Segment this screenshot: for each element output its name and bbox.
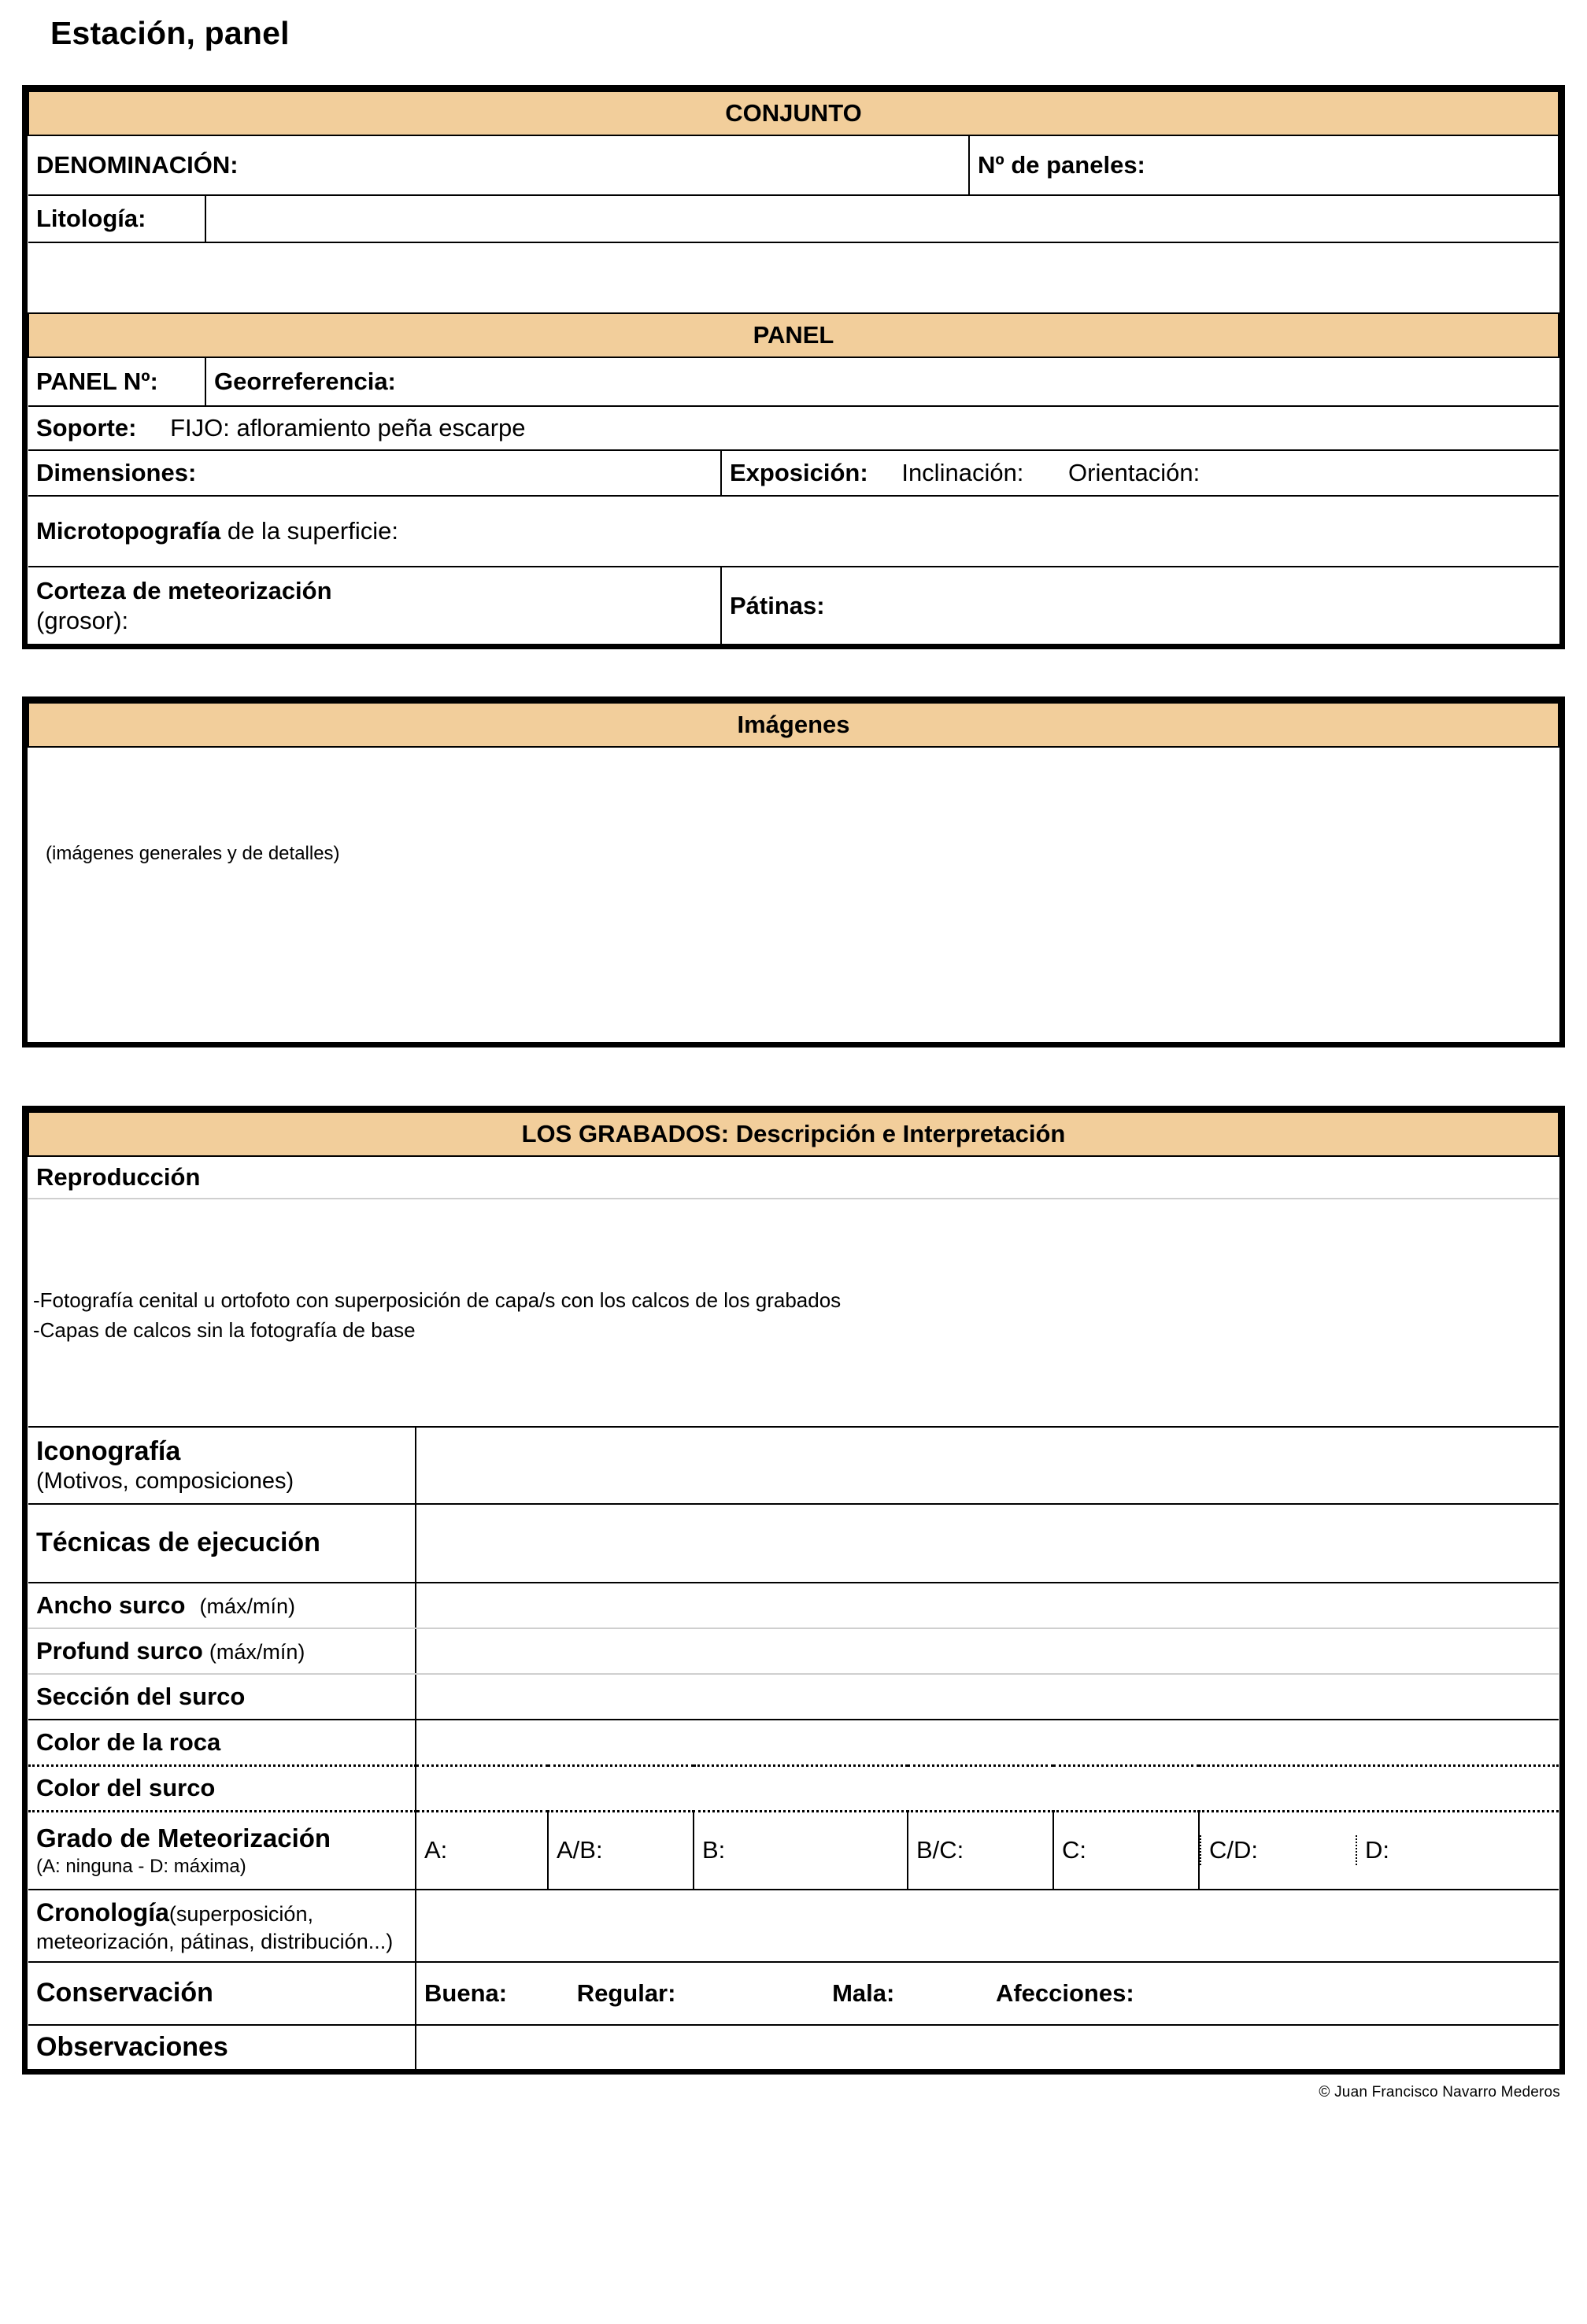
soporte-label: Soporte:: [36, 414, 137, 442]
profund-surco-label: Profund surco: [36, 1637, 203, 1665]
ancho-surco-label: Ancho surco: [36, 1591, 186, 1620]
grado-cell-c[interactable]: C:: [1053, 1811, 1199, 1890]
grado-cell-ab[interactable]: A/B:: [548, 1811, 694, 1890]
observaciones-value[interactable]: [416, 2025, 1559, 2069]
conservacion-option-regular[interactable]: Regular:: [576, 1979, 676, 2008]
cronologia-label-rest-1: (superposición,: [168, 1901, 313, 1926]
observaciones-label: Observaciones: [28, 2025, 416, 2069]
microtopografia-label-rest: de la superficie:: [220, 517, 398, 545]
tecnicas-label: Técnicas de ejecución: [28, 1504, 416, 1583]
grado-cell-b[interactable]: B:: [694, 1811, 908, 1890]
conservacion-option-buena[interactable]: Buena:: [424, 1979, 508, 2008]
grado-meteorizacion-row: [28, 1811, 1559, 1890]
color-roca-row: [28, 1720, 1559, 1765]
panel-num-row: [28, 357, 1559, 406]
seccion-surco-label: Sección del surco: [28, 1674, 416, 1720]
grado-label-rest: (A: ninguna - D: máxima): [36, 1855, 246, 1877]
color-roca-value[interactable]: [416, 1720, 1559, 1765]
conjunto-band-row: [28, 91, 1559, 135]
imagenes-table: [28, 702, 1559, 1042]
color-surco-value[interactable]: [416, 1765, 1559, 1811]
grado-cell-cd[interactable]: C/D:: [1200, 1835, 1356, 1865]
soporte-row: [28, 406, 1559, 450]
color-roca-label: Color de la roca: [28, 1720, 416, 1765]
conjunto-panel-block: [22, 85, 1565, 649]
grabados-band-row: [28, 1112, 1559, 1156]
conjunto-panel-table: [28, 91, 1559, 644]
litologia-row: [28, 195, 1559, 242]
profund-surco-label-rest: (máx/mín): [209, 1640, 305, 1664]
corteza-row: [28, 567, 1559, 644]
conservacion-option-mala[interactable]: Mala:: [832, 1979, 895, 2008]
grado-cell-a[interactable]: A:: [416, 1811, 548, 1890]
panel-band-row: [28, 313, 1559, 357]
grado-cell-cd-d: [1199, 1811, 1559, 1890]
ancho-surco-label-cell: [28, 1583, 416, 1628]
inclinacion-label[interactable]: Inclinación:: [901, 459, 1024, 487]
denominacion-row: [28, 135, 1559, 195]
patinas-label[interactable]: Pátinas:: [721, 567, 1559, 644]
iconografia-label-rest: (Motivos, composiciones): [36, 1469, 294, 1495]
corteza-label-rest: (grosor):: [36, 606, 129, 634]
denominacion-label: DENOMINACIÓN:: [28, 135, 969, 195]
iconografia-label: Iconografía: [36, 1435, 181, 1466]
orientacion-label[interactable]: Orientación:: [1068, 459, 1200, 487]
grabados-table: [28, 1111, 1559, 2069]
microtopografia-label: Microtopografía: [36, 517, 221, 545]
reproduccion-label: Reproducción: [28, 1156, 1559, 1199]
microtopografia-cell[interactable]: [28, 496, 1559, 567]
reproduccion-line-1: -Fotografía cenital u ortofoto con superposición de capa/s con los calcos de los grabados: [33, 1288, 842, 1312]
iconografia-value[interactable]: [416, 1427, 1559, 1504]
imagenes-band-row: [28, 703, 1559, 747]
conservacion-options-cell: [416, 1962, 1559, 2025]
microtopografia-row: [28, 496, 1559, 567]
corteza-cell[interactable]: [28, 567, 721, 644]
ancho-surco-value[interactable]: [416, 1583, 1559, 1628]
cronologia-value[interactable]: [416, 1890, 1559, 1962]
litologia-value[interactable]: [205, 195, 1559, 242]
page-title: Estación, panel: [50, 15, 290, 51]
color-surco-label: Color del surco: [28, 1765, 416, 1811]
reproduccion-label-row: [28, 1156, 1559, 1199]
iconografia-row: [28, 1427, 1559, 1504]
cronologia-row: [28, 1890, 1559, 1962]
conjunto-notes-value[interactable]: [28, 242, 1559, 313]
tecnicas-value[interactable]: [416, 1504, 1559, 1583]
cronologia-label-rest-2: meteorización, pátinas, distribución...): [36, 1929, 394, 1953]
soporte-options[interactable]: FIJO: afloramiento peña escarpe: [170, 414, 526, 442]
seccion-surco-value[interactable]: [416, 1674, 1559, 1720]
reproduccion-line-2: -Capas de calcos sin la fotografía de base: [33, 1317, 416, 1342]
color-surco-row: [28, 1765, 1559, 1811]
grado-label: Grado de Meteorización: [36, 1823, 331, 1853]
imagenes-block: [22, 696, 1565, 1047]
band-imagenes: Imágenes: [28, 703, 1559, 747]
exposicion-label[interactable]: Exposición:: [730, 459, 868, 487]
observaciones-row: [28, 2025, 1559, 2069]
conservacion-row: [28, 1962, 1559, 2025]
copyright-notice: © Juan Francisco Navarro Mederos: [1319, 2084, 1560, 2100]
ancho-surco-label-rest: (máx/mín): [199, 1594, 295, 1619]
band-panel: PANEL: [28, 313, 1559, 357]
exposicion-group: [721, 450, 1559, 496]
conservacion-option-afecciones[interactable]: Afecciones:: [995, 1979, 1134, 2008]
soporte-cell: [28, 406, 1559, 450]
band-conjunto: CONJUNTO: [28, 91, 1559, 135]
block-gap-1: [22, 649, 1565, 696]
block-gap-2: [22, 1047, 1565, 1106]
cronologia-label-cell: [28, 1890, 416, 1962]
georreferencia-label[interactable]: Georreferencia:: [205, 357, 1559, 406]
num-paneles-label[interactable]: Nº de paneles:: [969, 135, 1559, 195]
profund-surco-row: [28, 1628, 1559, 1674]
grado-cell-d[interactable]: D:: [1356, 1835, 1559, 1865]
grado-cell-bc[interactable]: B/C:: [908, 1811, 1053, 1890]
grado-label-cell: [28, 1811, 416, 1890]
conservacion-label: Conservación: [28, 1962, 416, 2025]
reproduccion-dropzone[interactable]: [28, 1199, 1559, 1427]
panel-num-label[interactable]: PANEL Nº:: [28, 357, 205, 406]
dimensiones-label[interactable]: Dimensiones:: [28, 450, 721, 496]
imagenes-dropzone[interactable]: [28, 747, 1559, 1042]
corteza-label: Corteza de meteorización: [36, 576, 332, 604]
litologia-label: Litología:: [28, 195, 205, 242]
grabados-block: [22, 1106, 1565, 2075]
iconografia-label-cell: [28, 1427, 416, 1504]
imagenes-body-row: [28, 747, 1559, 1042]
conjunto-notes-row: [28, 242, 1559, 313]
tecnicas-row: [28, 1504, 1559, 1583]
reproduccion-body-row: [28, 1199, 1559, 1427]
band-grabados: LOS GRABADOS: Descripción e Interpretación: [28, 1112, 1559, 1156]
dimensiones-row: [28, 450, 1559, 496]
seccion-surco-row: [28, 1674, 1559, 1720]
ancho-surco-row: [28, 1583, 1559, 1628]
imagenes-hint: (imágenes generales y de detalles): [46, 843, 340, 864]
profund-surco-label-cell: [28, 1628, 416, 1674]
cronologia-label: Cronología: [36, 1897, 169, 1927]
profund-surco-value[interactable]: [416, 1628, 1559, 1674]
